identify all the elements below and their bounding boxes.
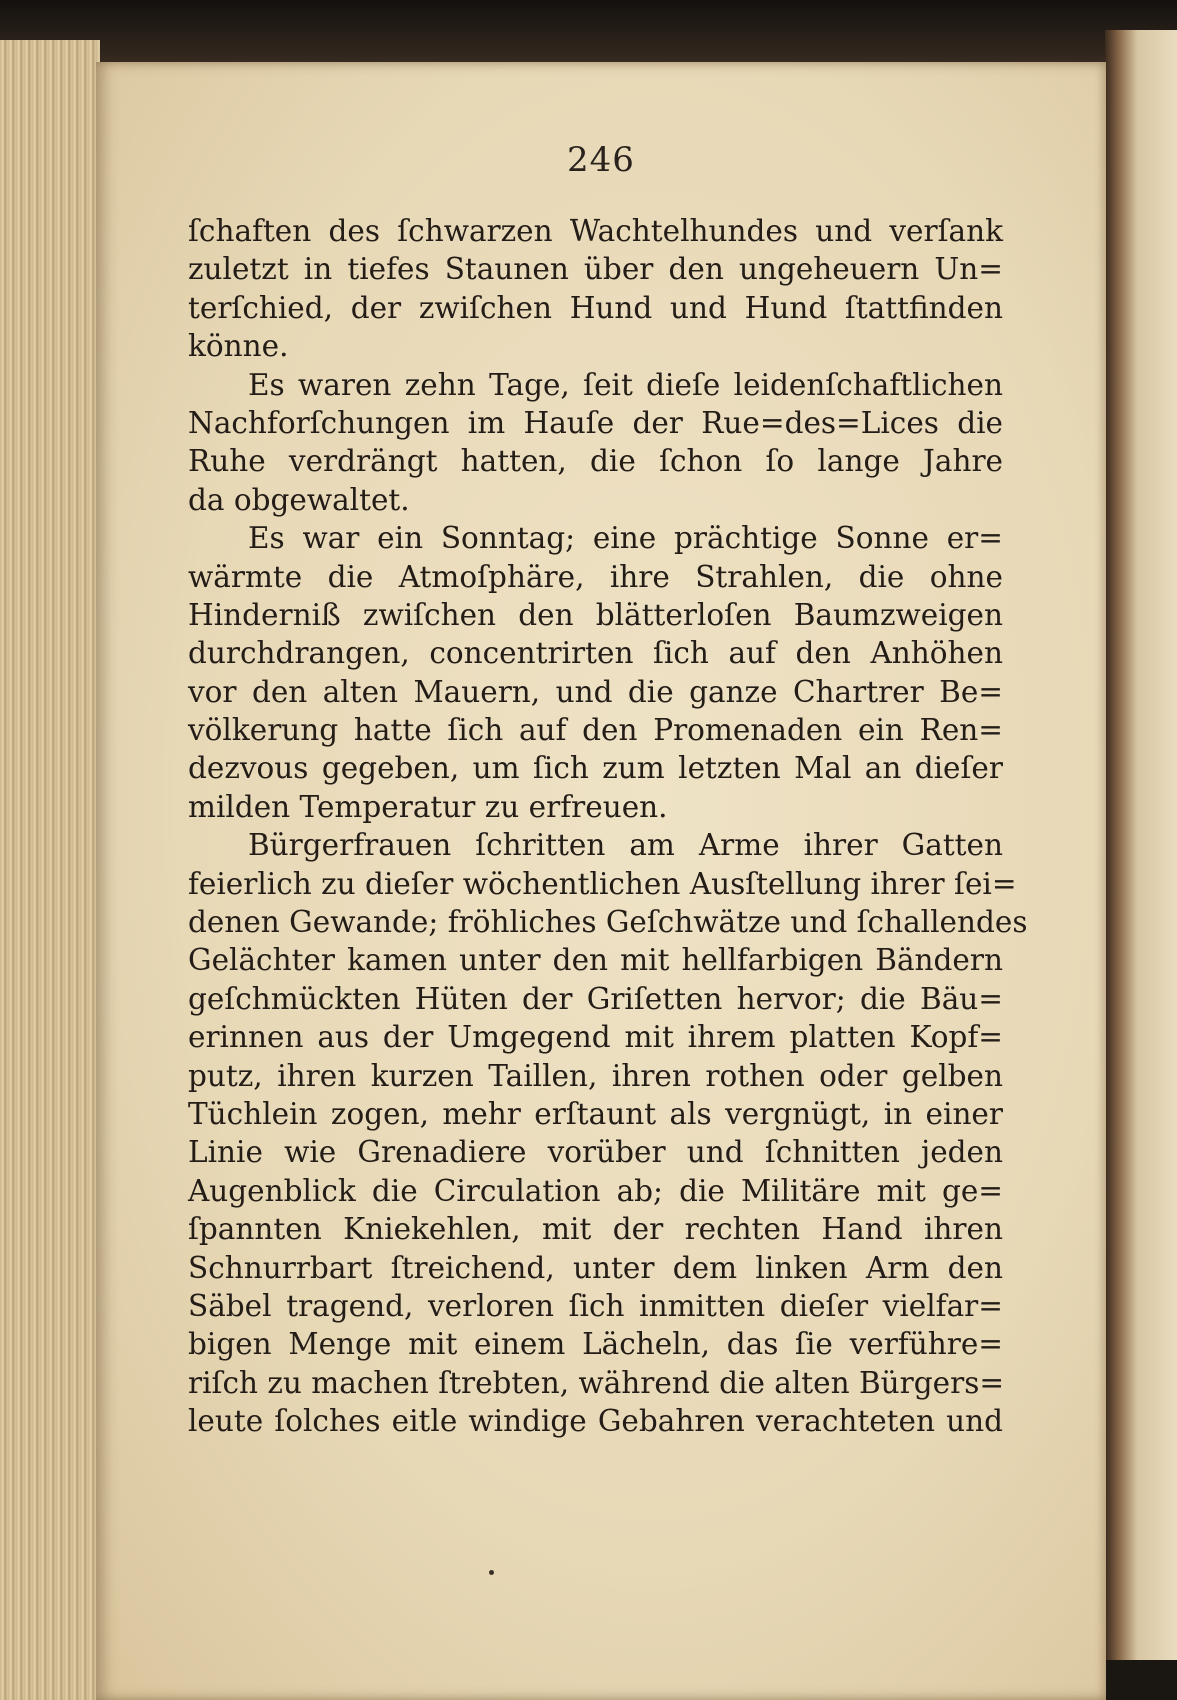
text-line: Nachforſchungen im Hauſe der Rue=des=Lices die [188,405,1003,440]
text-line: riſch zu machen ſtrebten, während die alten Bürgers= [188,1365,1005,1400]
text-line: Es war ein Sonntag; eine prächtige Sonne er= [248,521,1003,556]
text-line: terſchied, der zwiſchen Hund und Hund ſtattfinden [188,290,1003,325]
text-line: Schnurrbart ſtreichend, unter dem linken Arm den [188,1250,1003,1285]
text-line: dezvous gegeben, um ſich zum letzten Mal an dieſer [188,751,1003,786]
page-number: 246 [567,140,635,180]
text-line: könne. [188,329,289,364]
text-line: denen Gewande; fröhliches Geſchwätze und ſchallendes [188,905,1028,940]
book-cover-edge [1105,30,1177,1660]
ink-speck [489,1570,494,1575]
body-text [188,212,1028,1441]
text-line: ſpannten Kniekehlen, mit der rechten Hand ihren [188,1212,1003,1247]
text-line: Bürgerfrauen ſchritten am Arme ihrer Gatten [248,828,1003,863]
text-line: Linie wie Grenadiere vorüber und ſchnitten jeden [188,1135,1003,1170]
text-line: wärmte die Atmoſphäre, ihre Strahlen, die ohne [188,559,1003,594]
text-line: vor den alten Mauern, und die ganze Chartrer Be= [188,674,1003,709]
text-line: Hinderniß zwiſchen den blätterloſen Baumzweigen [188,597,1003,632]
book-page [96,62,1106,1700]
text-line: ſchaften des ſchwarzen Wachtelhundes und verſank [188,214,1003,248]
text-line: erinnen aus der Umgegend mit ihrem platten Kopf= [188,1020,1003,1055]
text-line: durchdrangen, concentrirten ſich auf den Anhöhen [188,636,1003,671]
text-line: völkerung hatte ſich auf den Promenaden ein Ren= [188,713,1003,748]
text-line: bigen Menge mit einem Lächeln, das ſie verführe= [188,1327,1003,1362]
background-dark [0,0,1177,70]
text-line: Augenblick die Circulation ab; die Militäre mit ge= [188,1173,1003,1208]
text-line: Ruhe verdrängt hatten, die ſchon ſo lange Jahre [188,444,1003,479]
text-line: geſchmückten Hüten der Griſetten hervor; die Bäu= [188,981,1003,1016]
text-line: Es waren zehn Tage, ſeit dieſe leidenſchaftlichen [248,367,1003,402]
text-line: Gelächter kamen unter den mit hellfarbigen Bändern [188,943,1003,978]
text-line: Säbel tragend, verloren ſich inmitten dieſer vielfar= [188,1288,1003,1323]
text-line: leute ſolches eitle windige Gebahren verachteten und [188,1404,1003,1439]
text-line: putz, ihren kurzen Taillen, ihren rothen oder gelben [188,1058,1003,1093]
text-line: zuletzt in tiefes Staunen über den ungeheuern Un= [188,252,1003,287]
text-line: da obgewaltet. [188,482,410,517]
text-line: milden Temperatur zu erfreuen. [188,789,668,824]
page-stack-left [0,40,100,1700]
text-line: Tüchlein zogen, mehr erſtaunt als vergnügt, in einer [188,1096,1003,1131]
text-line: feierlich zu dieſer wöchentlichen Ausſtellung ihrer ſei= [188,866,1017,901]
